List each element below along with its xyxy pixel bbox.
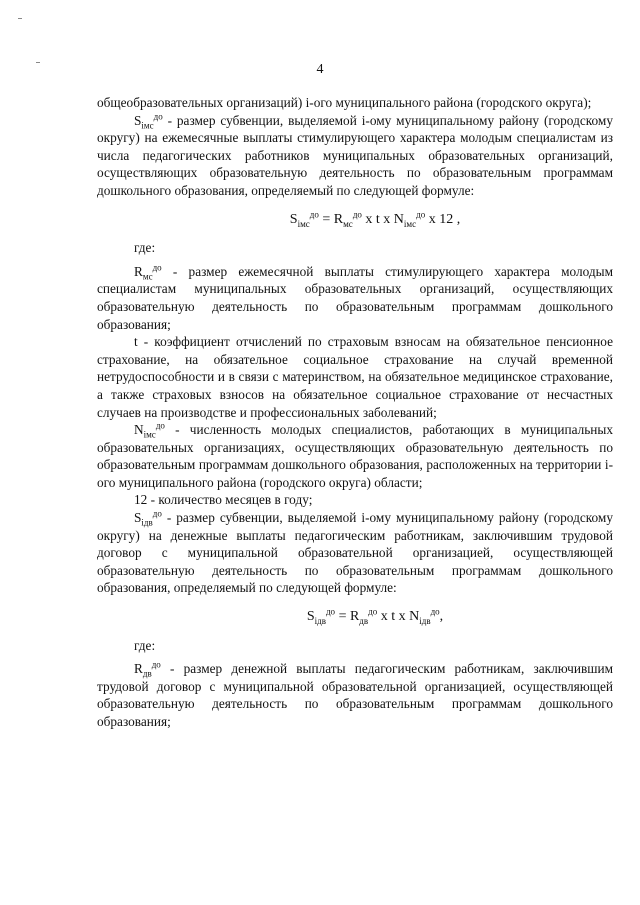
symbol: $S_{iдв}^{до}$ [134, 508, 162, 528]
symbol: $R_{дв}^{до}$ [134, 659, 161, 679]
formula-s-idv: $S_{iдв}^{до} = R_{дв}^{до}$ x t x $N_{iдв}^{до}$, [306, 606, 444, 626]
symbol: $R_{мс}^{до}$ [134, 262, 162, 282]
definition-s-imc: $S_{iмс}^{до}$ - размер субвенции, выделяемой i-ому муниципальному району (городскому округу) на ежемесячные выплаты стимулирующего характера молодым специалистам из числа педагогических работников муниципальных образовательных организаций, осуществляющих образовательную деятельность по образовательным программам дошкольного образования, определяемый по следующей формуле: [97, 111, 613, 198]
definition-12: 12 - количество месяцев в году; [134, 492, 313, 508]
symbol: $S_{iмс}^{до}$ [134, 111, 163, 131]
definition-s-idv: $S_{iдв}^{до}$ - размер субвенции, выделяемой i-ому муниципальному району (городскому округу) на денежные выплаты педагогическим работникам, заключившим трудовой договор с муниципальной образовательной организацией, осуществляющей образовательную деятельность по образовательным программам дошкольного образования, определяемый по следующей формуле: [97, 508, 613, 596]
page-number: 4 [316, 62, 324, 77]
definition-r-dv: $R_{дв}^{до}$ - размер денежной выплаты педагогическим работникам, заключившим трудовой договор с муниципальной образовательной организацией, осуществляющей образовательную деятельность по образовательным программам дошкольного образования; [97, 659, 613, 729]
formula-s-imc: $S_{iмс}^{до} = R_{мс}^{до}$ x t x $N_{iмс}^{до}$ x 12 , [289, 208, 461, 229]
symbol: $N_{iмс}^{до}$ [134, 420, 165, 440]
definition-t: t - коэффициент отчислений по страховым взносам на обязательное пенсионное страхование, на обязательное социальное страхование на случай временной нетрудоспособности и в связи с материнством, на обязательное медицинское страхование, а также страховых взносов на обязательное социальное страхование от несчастных случаев на производстве и профессиональных заболеваний; [97, 334, 613, 420]
where-label: где: [134, 637, 156, 653]
definition-r-mc: $R_{мс}^{до}$ - размер ежемесячной выплаты стимулирующего характера молодым специалистам муниципальных образовательных организаций, осуществляющих образовательную деятельность по образовательным программам дошкольного образования; [97, 262, 613, 332]
where-label: где: [134, 240, 156, 256]
scan-mark [18, 18, 22, 19]
paragraph: общеобразовательных организаций) i-ого муниципального района (городского округа); [97, 95, 592, 110]
document-body [97, 94, 613, 731]
definition-n-imc: $N_{iмс}^{до}$ - численность молодых специалистов, работающих в муниципальных образовательных организациях, осуществляющих образовательную деятельность по образовательным программам дошкольного образования, расположенных на территории i-ого муниципального района (городского округа) области; [97, 420, 613, 490]
